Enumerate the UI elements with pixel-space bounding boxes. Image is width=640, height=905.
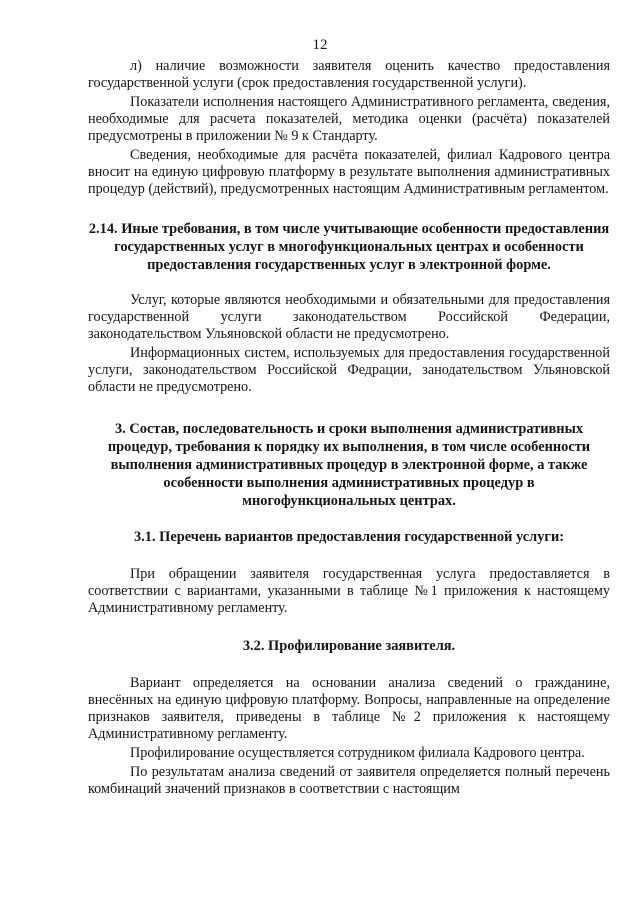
paragraph-profiling-staff: Профилирование осуществляется сотрудником филиала Кадрового центра. (130, 745, 585, 761)
paragraph-analysis-results: По результатам анализа сведений от заявителя определяется полный перечень комбинаций значений признаков в соответствии с настоящим (88, 764, 610, 797)
paragraph-required-services: Услуг, которые являются необходимыми и обязательными для предоставления государственной услуги законодательством Российской Федерации, законодательством Ульяновской области не предусмотрено. (88, 292, 610, 342)
section-heading-3: 3. Состав, последовательность и сроки выполнения административных процедур, требования к порядку их выполнения, в том числе особенности выполнения административных процедур в электронной форме, а также особенности выполнения административных процедур в многофункциональных центрах. (107, 421, 591, 509)
section-heading-2-14: 2.14. Иные требования, в том числе учитывающие особенности предоставления государственных услуг в многофункциональных центрах и особенности предоставления государственных услуг в электронной форме. (88, 221, 610, 273)
section-heading-3-1: 3.1. Перечень вариантов предоставления государственной услуги: (133, 529, 565, 545)
paragraph-service-variants: При обращении заявителя государственная услуга предоставляется в соответствии с вариантами, указанными в таблице №1 приложения к настоящему Административному регламенту. (88, 566, 610, 616)
document-body (88, 58, 610, 798)
paragraph-variant-determination: Вариант определяется на основании анализа сведений о гражданине, внесённых на единую цифровую платформу. Вопросы, направленные на определение признаков заявителя, приведены в таблице №2 приложения к настоящему Административному регламенту. (88, 675, 610, 742)
paragraph-performance-indicators: Показатели исполнения настоящего Административного регламента, сведения, необходимые для расчета показателей, методика оценки (расчёта) показателей предусмотрены в приложении № 9 к Стандарту. (88, 94, 610, 144)
section-heading-3-2: 3.2. Профилирование заявителя. (242, 638, 456, 654)
page-number: 12 (312, 37, 328, 53)
paragraph-quality-assessment: л) наличие возможности заявителя оценить качество предоставления государственной услуги (срок предоставления государственной услуги). (88, 58, 610, 91)
paragraph-indicator-data: Сведения, необходимые для расчёта показателей, филиал Кадрового центра вносит на единую цифровую платформу в результате выполнения административных процедур (действий), предусмотренных настоящим Административным регламентом. (88, 147, 610, 197)
paragraph-information-systems: Информационных систем, используемых для предоставления государственной услуги, законодательством Российской Федрации, занодательством Ульяновской области не предусмотрено. (88, 345, 610, 395)
